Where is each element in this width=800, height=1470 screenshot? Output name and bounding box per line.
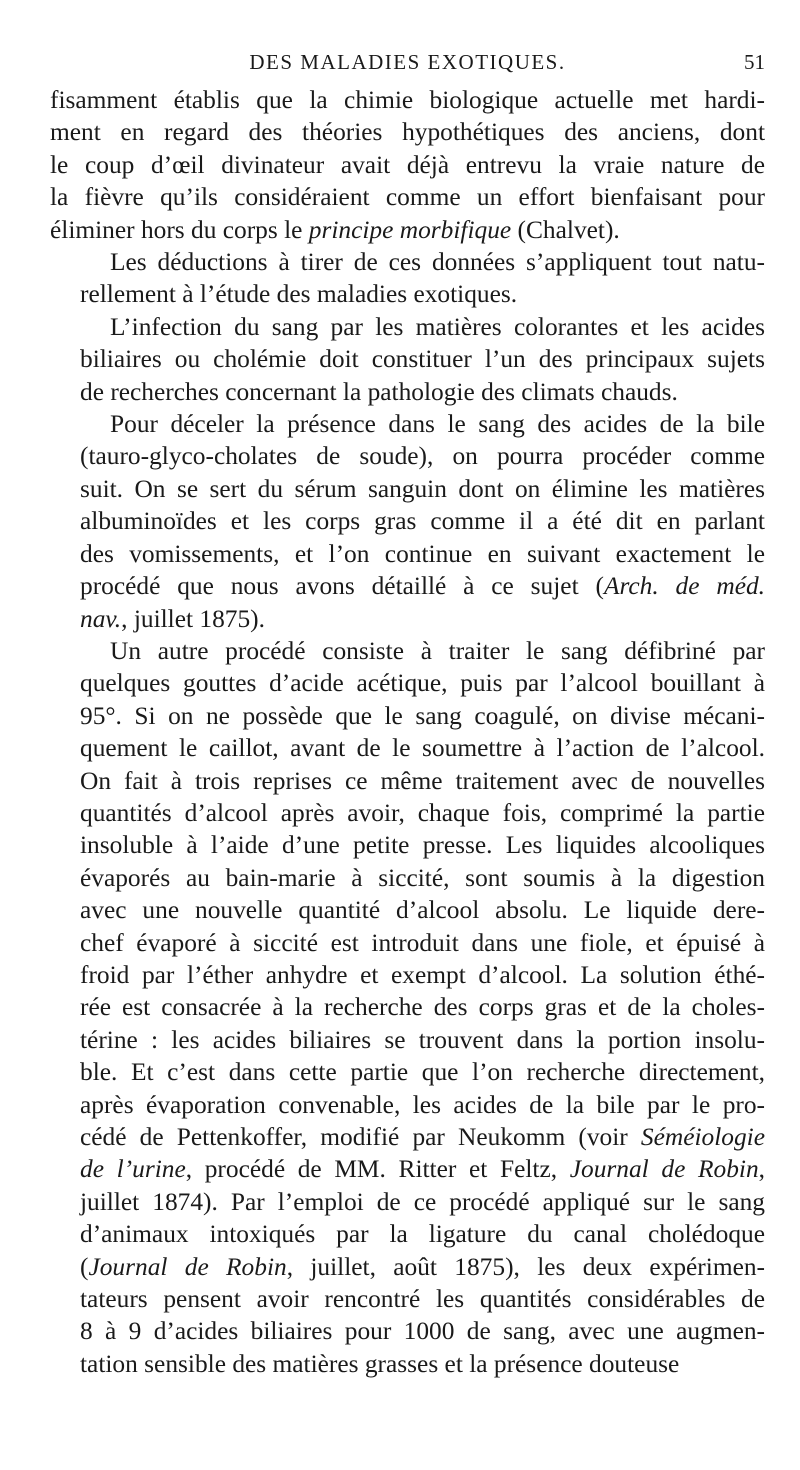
text-run: insoluble à l’aide d’une petite presse. Les liquides alcooliques bbox=[80, 831, 765, 860]
text-run: quantités d’alcool après avoir, chaque fois, comprimé la partie bbox=[80, 798, 765, 827]
page-number: 51 bbox=[744, 50, 765, 74]
text-run: , juillet 1875). bbox=[121, 604, 265, 633]
text-line bbox=[50, 603, 765, 635]
text-line bbox=[50, 1186, 765, 1218]
paragraph bbox=[50, 635, 765, 1380]
italic-run: Séméiologie bbox=[640, 1123, 765, 1151]
text-line bbox=[50, 149, 765, 181]
text-line bbox=[50, 635, 765, 667]
text-line bbox=[50, 214, 765, 246]
text-run: Un autre procédé consiste à traiter le sang défibriné par bbox=[110, 636, 765, 665]
text-line bbox=[50, 797, 765, 829]
text-run: froid par l’éther anhydre et exempt d’alcool. La solution éthé- bbox=[80, 960, 765, 989]
text-line bbox=[50, 991, 765, 1023]
text-run: quement le caillot, avant de le soumettre à l’action de l’alcool. bbox=[80, 734, 765, 763]
paragraph bbox=[50, 408, 765, 635]
text-run: ment en regard des théories hypothétiques des anciens, dont bbox=[50, 118, 765, 147]
text-run: tation sensible des matières grasses et la présence douteuse bbox=[80, 1349, 680, 1378]
text-run: ble. Et c’est dans cette partie que l’on recherche directement, bbox=[80, 1058, 765, 1087]
text-line bbox=[50, 84, 765, 116]
text-run: albuminoïdes et les corps gras comme il a été dit en parlant bbox=[80, 507, 765, 536]
text-run: On fait à trois reprises ce même traitement avec de nouvelles bbox=[80, 766, 765, 795]
text-run: quelques gouttes d’acide acétique, puis par l’alcool bouillant à bbox=[80, 669, 765, 698]
body-text bbox=[50, 84, 765, 1380]
text-run: rellement à l’étude des maladies exotiques. bbox=[80, 280, 518, 309]
text-line bbox=[50, 311, 765, 343]
paragraph bbox=[50, 311, 765, 408]
text-run: d’animaux intoxiqués par la ligature du canal cholédoque bbox=[80, 1220, 765, 1249]
text-run: tateurs pensent avoir rencontré les quantités considérables de bbox=[80, 1285, 765, 1314]
italic-run: Journal de Robin bbox=[88, 1252, 287, 1281]
text-line bbox=[50, 732, 765, 764]
text-line bbox=[50, 1024, 765, 1056]
text-line bbox=[50, 538, 765, 570]
text-run: fisamment établis que la chimie biologique actuelle met hardi- bbox=[50, 86, 765, 114]
text-run: le coup d’œil divinateur avait déjà entrevu la vraie nature de bbox=[50, 150, 765, 179]
text-line bbox=[50, 829, 765, 861]
text-line bbox=[50, 473, 765, 505]
text-line bbox=[50, 116, 765, 148]
text-line bbox=[50, 376, 765, 408]
text-line bbox=[50, 959, 765, 991]
text-run: 95°. Si on ne possède que le sang coagulé, on divise mécani- bbox=[80, 701, 765, 730]
italic-run: Journal de Robin bbox=[569, 1155, 759, 1184]
text-line bbox=[50, 1153, 765, 1185]
running-head bbox=[50, 50, 765, 80]
running-title: DES MALADIES EXOTIQUES. bbox=[249, 50, 566, 74]
text-line bbox=[50, 862, 765, 894]
text-run: juillet 1874). Par l’emploi de ce procédé appliqué sur le sang bbox=[80, 1187, 765, 1216]
text-run: biliaires ou cholémie doit constituer l’un des principaux sujets bbox=[80, 345, 765, 374]
text-run: Les déductions à tirer de ces données s’appliquent tout natu- bbox=[110, 248, 765, 277]
text-run: de recherches concernant la pathologie des climats chauds. bbox=[80, 377, 678, 406]
text-run: Pour déceler la présence dans le sang des acides de la bile bbox=[110, 410, 765, 439]
text-line bbox=[50, 700, 765, 732]
text-line bbox=[50, 408, 765, 440]
text-run: térine : les acides biliaires se trouvent dans la portion insolu- bbox=[80, 1025, 765, 1054]
text-line bbox=[50, 765, 765, 797]
text-run: (tauro-glyco-cholates de soude), on pourra procéder comme bbox=[80, 442, 765, 471]
text-line bbox=[50, 246, 765, 278]
italic-run: Arch. de méd. bbox=[603, 572, 766, 601]
italic-run: nav. bbox=[80, 604, 122, 633]
text-run: , procédé de MM. Ritter et Feltz, bbox=[185, 1155, 570, 1184]
paragraph bbox=[50, 246, 765, 311]
text-line bbox=[50, 1056, 765, 1088]
text-run: éliminer hors du corps le bbox=[50, 215, 309, 244]
text-run: ( bbox=[80, 1252, 89, 1281]
text-line bbox=[50, 894, 765, 926]
text-run: procédé que nous avons détaillé à ce sujet ( bbox=[80, 572, 604, 601]
text-run: , juillet, août 1875), les deux expérimen- bbox=[286, 1252, 765, 1281]
text-line bbox=[50, 1315, 765, 1347]
italic-run: principe morbifique bbox=[308, 215, 512, 244]
text-line bbox=[50, 278, 765, 310]
text-line bbox=[50, 1283, 765, 1315]
text-run: 8 à 9 d’acides biliaires pour 1000 de sang, avec une augmen- bbox=[80, 1317, 765, 1346]
text-run: suit. On se sert du sérum sanguin dont on élimine les matières bbox=[80, 474, 765, 503]
text-line bbox=[50, 1218, 765, 1250]
text-line bbox=[50, 1348, 765, 1380]
text-line bbox=[50, 181, 765, 213]
text-run: la fièvre qu’ils considéraient comme un effort bienfaisant pour bbox=[50, 183, 765, 212]
text-run: rée est consacrée à la recherche des corps gras et de la choles- bbox=[80, 993, 765, 1022]
text-run: évaporés au bain-marie à siccité, sont soumis à la digestion bbox=[80, 863, 765, 892]
text-run: des vomissements, et l’on continue en suivant exactement le bbox=[80, 539, 765, 568]
text-line bbox=[50, 1089, 765, 1121]
text-run: avec une nouvelle quantité d’alcool absolu. Le liquide dere- bbox=[80, 896, 765, 925]
text-line bbox=[50, 667, 765, 699]
italic-run: de l’urine bbox=[80, 1155, 186, 1184]
text-line bbox=[50, 505, 765, 537]
text-line bbox=[50, 1251, 765, 1283]
text-run: L’infection du sang par les matières colorantes et les acides bbox=[110, 312, 765, 341]
text-line bbox=[50, 570, 765, 602]
text-run: (Chalvet). bbox=[511, 215, 620, 244]
text-run: , bbox=[758, 1155, 765, 1184]
text-run: chef évaporé à siccité est introduit dans une fiole, et épuisé à bbox=[80, 928, 765, 957]
text-line bbox=[50, 927, 765, 959]
text-line bbox=[50, 343, 765, 375]
text-run: après évaporation convenable, les acides de la bile par le pro- bbox=[80, 1090, 765, 1119]
text-line bbox=[50, 1121, 765, 1153]
paragraph bbox=[50, 84, 765, 246]
text-line bbox=[50, 440, 765, 472]
text-run: cédé de Pettenkoffer, modifié par Neukomm (voir bbox=[80, 1123, 641, 1151]
